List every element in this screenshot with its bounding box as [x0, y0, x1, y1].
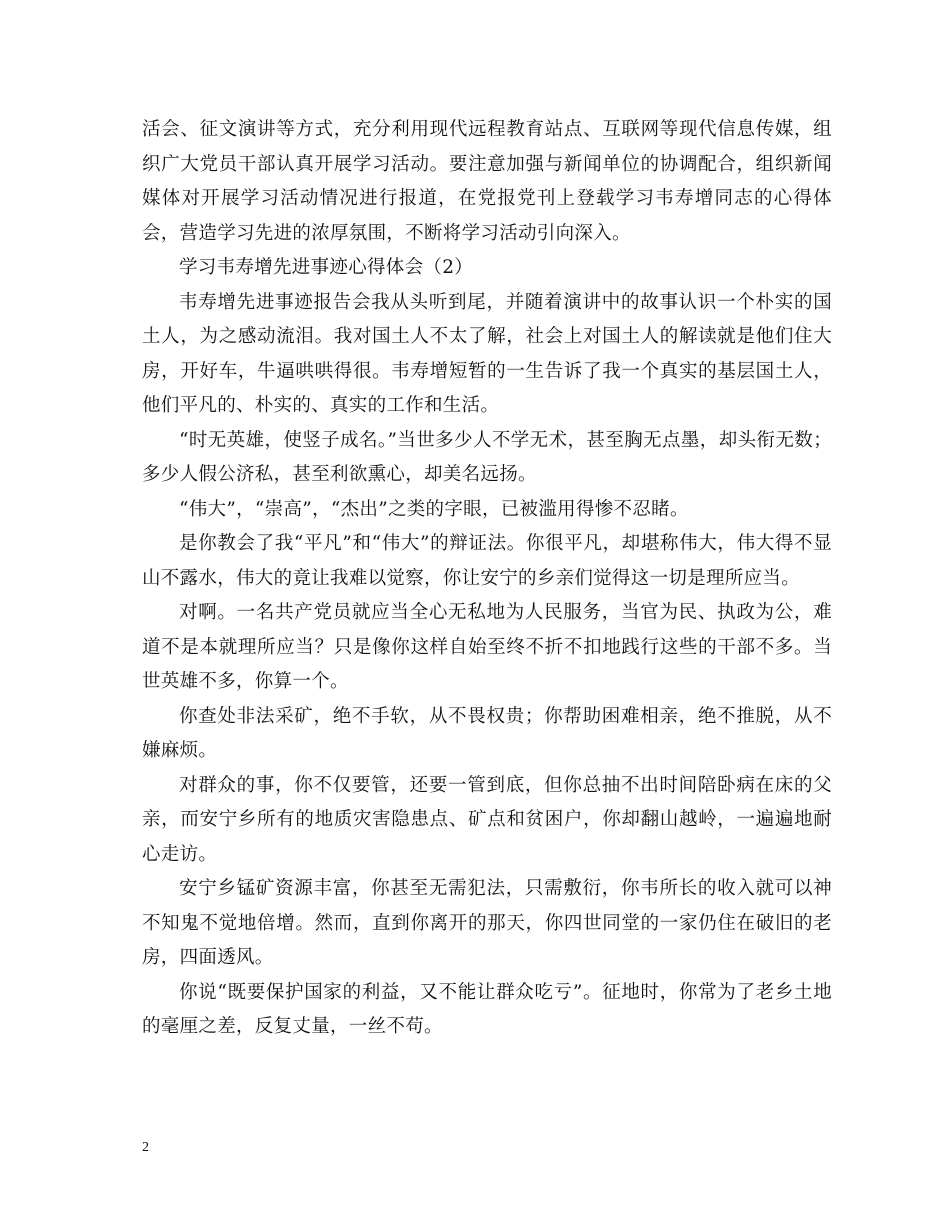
section-heading: 学习韦寿增先进事迹心得体会（2）	[179, 257, 474, 278]
paragraph-4: “时无英雄，使竖子成名。”当世多少人不学无术，甚至胸无点墨，却头衔无数；多少人假公济私，甚至利欲熏心，却美名远扬。	[142, 429, 832, 485]
paragraph-8: 你查处非法采矿，绝不手软，从不畏权贵；你帮助困难相亲，绝不推脱，从不嫌麻烦。	[142, 705, 832, 761]
paragraph-10: 安宁乡锰矿资源丰富，你甚至无需犯法，只需敷衍，你韦所长的收入就可以神不知鬼不觉地倍增。然而，直到你离开的那天，你四世同堂的一家仍住在破旧的老房，四面透风。	[142, 878, 832, 968]
paragraph-9: 对群众的事，你不仅要管，还要一管到底，但你总抽不出时间陪卧病在床的父亲，而安宁乡所有的地质灾害隐患点、矿点和贫困户，你却翻山越岭，一遍遍地耐心走访。	[142, 774, 832, 865]
paragraph-1: 活会、征文演讲等方式，充分利用现代远程教育站点、互联网等现代信息传媒，组织广大党员干部认真开展学习活动。要注意加强与新闻单位的协调配合，组织新闻媒体对开展学习活动情况进行报道，在党报党刊上登载学习韦寿增同志的心得体会，营造学习先进的浓厚氛围，不断将学习活动引向深入。	[142, 119, 832, 244]
paragraph-6: 是你教会了我“平凡”和“伟大”的辩证法。你很平凡，却堪称伟大，伟大得不显山不露水，伟大的竟让我难以觉察，你让安宁的乡亲们觉得这一切是理所应当。	[142, 533, 832, 589]
paragraph-3: 韦寿增先进事迹报告会我从头听到尾，并随着演讲中的故事认识一个朴实的国土人，为之感动流泪。我对国土人不太了解，社会上对国土人的解读就是他们住大房，开好车，牛逼哄哄得很。韦寿增短暂的一生告诉了我一个真实的基层国土人，他们平凡的、朴实的、真实的工作和生活。	[142, 291, 832, 416]
paragraph-5: “伟大”，“崇高”，“杰出”之类的字眼，已被滥用得惨不忍睹。	[179, 498, 689, 520]
paragraph-11: 你说“既要保护国家的利益，又不能让群众吃亏”。征地时，你常为了老乡土地的毫厘之差，反复丈量，一丝不苟。	[142, 981, 832, 1037]
page-number: 2	[142, 1140, 149, 1155]
document-body	[142, 113, 832, 1045]
paragraph-7: 对啊。一名共产党员就应当全心无私地为人民服务，当官为民、执政为公，难道不是本就理所应当？只是像你这样自始至终不折不扣地践行这些的干部不多。当世英雄不多，你算一个。	[142, 602, 832, 692]
